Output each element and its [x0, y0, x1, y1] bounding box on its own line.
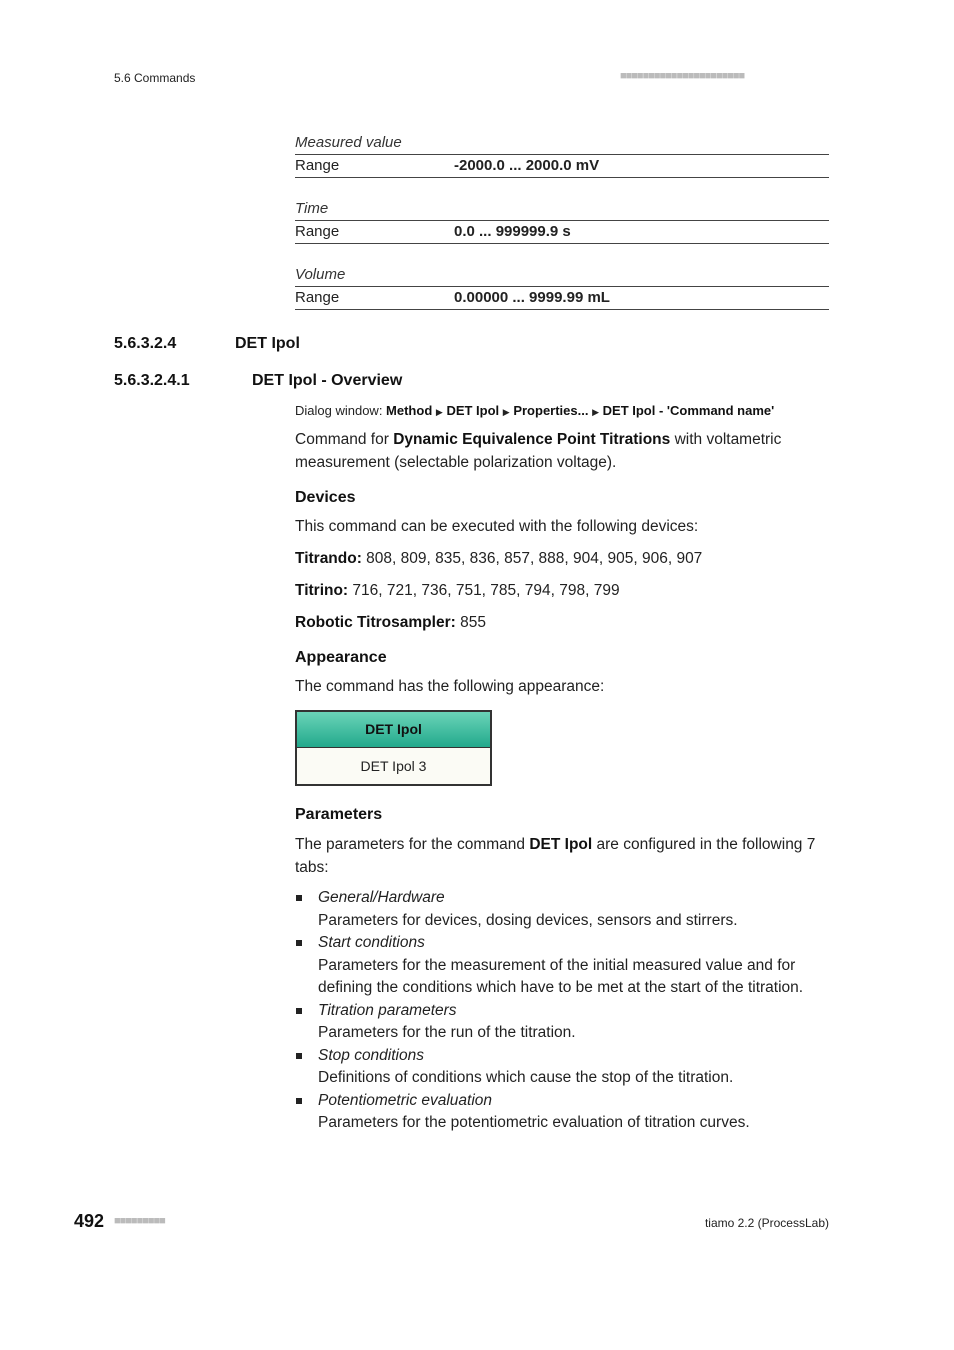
device-line-titrino	[295, 579, 835, 602]
table-value: -2000.0 ... 2000.0 mV	[454, 157, 600, 174]
tabs-list	[295, 887, 840, 1135]
table-caption: Measured value	[295, 132, 829, 155]
range-table-measured-value	[295, 132, 829, 178]
list-item-title: General/Hardware	[318, 889, 445, 906]
range-table-time	[295, 198, 829, 244]
list-item	[295, 1045, 840, 1090]
list-item-title: Stop conditions	[318, 1046, 424, 1064]
arrow-right-icon: ▶	[592, 407, 600, 417]
device-label: Robotic Titrosampler:	[295, 614, 456, 631]
table-key: Range	[295, 157, 340, 174]
appearance-text: The command has the following appearance:	[295, 678, 605, 695]
table-value: 0.0 ... 999999.9 s	[454, 223, 571, 240]
table-key: Range	[295, 289, 340, 306]
device-label: Titrando:	[295, 550, 362, 567]
range-table-volume	[295, 264, 829, 310]
parameters-text-part: are configured in the following 7 tabs:	[295, 836, 816, 876]
bullet-icon	[296, 1098, 302, 1104]
arrow-right-icon: ▶	[502, 407, 510, 417]
bullet-icon	[296, 940, 302, 946]
section-heading-overview	[114, 372, 402, 390]
device-line-titrosampler	[295, 611, 835, 634]
table-row	[295, 221, 829, 244]
section-number: 5.6.3.2.4.1	[114, 372, 190, 389]
table-value: 0.00000 ... 9999.99 mL	[454, 289, 610, 306]
dialog-path-command-name: DET Ipol - 'Command name'	[602, 403, 775, 418]
parameters-text-part: The parameters for the command	[295, 836, 530, 853]
list-item-title: Titration parameters	[318, 1001, 457, 1019]
command-box-name: DET Ipol 3	[297, 748, 490, 784]
parameters-bold: DET Ipol	[529, 836, 593, 853]
bullet-icon	[296, 1053, 302, 1059]
device-line-titrando	[295, 547, 835, 570]
dialog-path-det-ipol: DET Ipol	[446, 403, 500, 418]
appearance-heading: Appearance	[295, 649, 387, 666]
list-item	[295, 887, 840, 932]
section-heading-det-ipol	[114, 335, 300, 353]
section-title: DET Ipol - Overview	[252, 372, 403, 389]
device-values: 716, 721, 736, 751, 785, 794, 798, 799	[348, 582, 620, 599]
intro-paragraph	[295, 428, 830, 474]
devices-heading: Devices	[295, 489, 356, 506]
section-title: DET Ipol	[235, 335, 300, 352]
parameters-heading: Parameters	[295, 806, 383, 823]
table-row	[295, 287, 829, 310]
section-number: 5.6.3.2.4	[114, 335, 177, 352]
list-item-desc: Parameters for the measurement of the initial measured value and for defining the conditions which have to be met at the start of the titration.	[318, 956, 804, 996]
table-row	[295, 155, 829, 178]
dialog-path-properties: Properties...	[513, 403, 589, 418]
list-item-title: Start conditions	[318, 934, 425, 951]
list-item-desc: Parameters for the potentiometric evaluation of titration curves.	[318, 1114, 750, 1131]
list-item-title: Potentiometric evaluation	[318, 1091, 493, 1109]
command-box-title: DET Ipol	[297, 712, 490, 748]
list-item	[295, 932, 840, 1000]
intro-text: Command for	[295, 431, 394, 448]
table-key: Range	[295, 223, 340, 240]
parameters-text	[295, 833, 835, 879]
list-item	[295, 1090, 840, 1135]
bullet-icon	[296, 1008, 302, 1014]
arrow-right-icon: ▶	[435, 407, 443, 417]
dialog-path-method: Method	[386, 403, 433, 418]
dialog-window-path	[295, 399, 835, 424]
bullet-icon	[296, 895, 302, 901]
page-number: 492	[74, 1211, 105, 1231]
list-item	[295, 1000, 840, 1045]
list-item-desc: Parameters for the run of the titration.	[318, 1024, 576, 1041]
footer-dots: ■■■■■■■■■	[114, 1215, 165, 1227]
intro-bold: Dynamic Equivalence Point Titrations	[393, 431, 671, 448]
footer-product: tiamo 2.2 (ProcessLab)	[704, 1216, 829, 1230]
command-appearance-box	[295, 710, 492, 786]
intro-text: with voltametric measurement (selectable polarization voltage).	[295, 431, 782, 471]
device-values: 855	[455, 614, 486, 631]
table-caption: Volume	[295, 264, 829, 287]
running-header-section: 5.6 Commands	[114, 71, 196, 85]
running-header-dots: ■■■■■■■■■■■■■■■■■■■■■■	[620, 70, 745, 82]
list-item-desc: Definitions of conditions which cause the stop of the titration.	[318, 1069, 734, 1086]
dialog-prefix: Dialog window:	[295, 403, 387, 418]
device-values: 808, 809, 835, 836, 857, 888, 904, 905, 906, 907	[361, 550, 703, 567]
table-caption: Time	[295, 198, 829, 221]
device-label: Titrino:	[295, 582, 349, 599]
devices-text: This command can be executed with the following devices:	[295, 518, 699, 535]
list-item-desc: Parameters for devices, dosing devices, sensors and stirrers.	[318, 911, 738, 929]
